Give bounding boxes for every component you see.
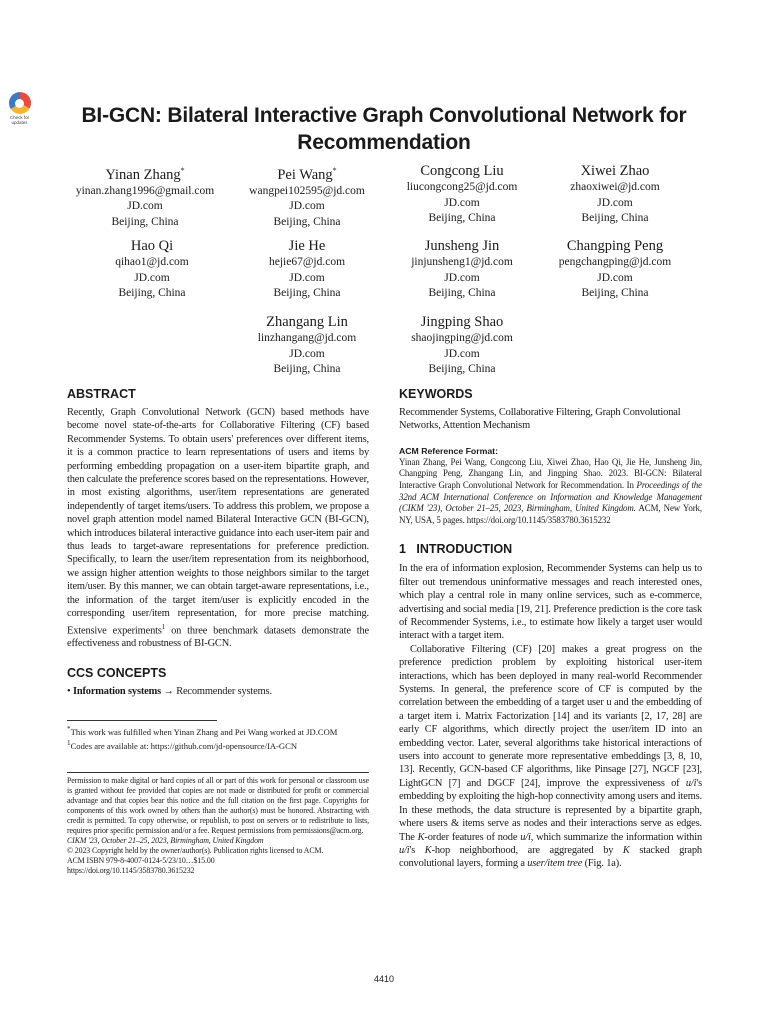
author-block (530, 237, 700, 302)
author-name: Junsheng Jin (424, 238, 500, 254)
footnotes (67, 724, 369, 752)
intro-text: stacked graph convolutional layers, forming a (399, 844, 702, 870)
acm-reference-text (399, 457, 702, 527)
term-user-item-tree: user/item tree (527, 858, 583, 870)
intro-text: Collaborative Filtering (CF) [20] makes a great progress on the preference prediction problem by exploiting historical user-item interactions, which has been deployed in many real-world Recommender Systems. In general, the preference score of CF is computed by the correlation between the embedding of a target user u and the embedding of a target item i. Matrix Factorization [14] and its variants [2, 17, 28] are early CF algorithms, which directly project the user/item ID into an embedding vector. Later, several algorithms take historical interactions of users into account to generate more representative embeddings [3, 8, 10, 13]. Recently, GCN-based CF algorithms, like Pinsage [27], NGCF [23], LightGCN [7] and DGCF [24], improve the expressiveness of (399, 643, 702, 789)
author-org: JD.com (444, 271, 480, 284)
author-block (222, 162, 392, 230)
intro-paragraph-2 (399, 643, 702, 871)
author-name: Hao Qi (130, 238, 174, 254)
author-city: Beijing, China (111, 215, 179, 228)
author-email[interactable]: zhaoxiwei@jd.com (570, 181, 660, 193)
author-name: Pei Wang (277, 166, 333, 183)
abstract-text (67, 406, 369, 651)
abstract-heading: ABSTRACT (67, 387, 136, 401)
author-org: JD.com (134, 271, 170, 284)
author-email[interactable]: shaojingping@jd.com (411, 332, 513, 344)
permission-rule (67, 772, 369, 773)
author-email[interactable]: linzhangang@jd.com (257, 332, 357, 344)
author-email[interactable]: qihao1@jd.com (115, 256, 189, 268)
footnote-text[interactable]: Codes are available at: https://github.com/jd-opensource/IA-GCN (70, 740, 298, 751)
footnote-mark: 1 (67, 739, 71, 748)
footnote-ref[interactable]: 1 (161, 622, 166, 631)
permission-text: Permission to make digital or hard copies of all or part of this work for personal or classroom use is granted without fee provided that copies are not made or distributed for profit or commercial advantage and that copies bear this notice and the full citation on the first page. Copyrights for components of this work owned by others than the author(s) must be honored. Abstracting with credit is permitted. To copy otherwise, or republish, to post on servers or to redistribute to lists, requires prior specific permission and/or a fee. Request permissions from permissions@acm.org. (67, 775, 369, 835)
acm-reference-heading: ACM Reference Format: (399, 445, 498, 456)
author-city: Beijing, China (581, 287, 649, 299)
author-name: Yinan Zhang (105, 166, 181, 183)
author-email[interactable]: wangpei102595@jd.com (249, 184, 365, 197)
author-org: JD.com (127, 200, 163, 213)
right-column (399, 386, 702, 871)
author-email[interactable]: yinan.zhang1996@gmail.com (75, 184, 215, 197)
author-name: Jie He (288, 238, 326, 254)
author-block (222, 313, 392, 378)
author-city: Beijing, China (428, 363, 496, 375)
author-name: Congcong Liu (420, 163, 504, 179)
author-org: JD.com (444, 196, 480, 209)
author-org: JD.com (597, 271, 633, 284)
footnote-rule (67, 720, 217, 721)
author-org: JD.com (289, 347, 325, 360)
author-city: Beijing, China (118, 287, 186, 299)
intro-text: 's (409, 844, 425, 856)
footnote-one (67, 738, 369, 752)
author-org: JD.com (444, 347, 480, 360)
ccs-period: . (269, 685, 272, 697)
reference-authors: Yinan Zhang, Pei Wang, Congcong Liu, Xiwei Zhao, Hao Qi, Jie He, Junsheng Jin, Changping Peng, Zhangang Lin, and Jingping Shao. 2023. BI-GCN: Bilateral Interactive Graph Convolutional Network for Recommendation. In (399, 456, 702, 490)
author-city: Beijing, China (273, 215, 341, 228)
author-email[interactable]: pengchangping@jd.com (558, 256, 672, 268)
author-name: Zhangang Lin (266, 314, 348, 330)
author-name: Jingping Shao (420, 314, 504, 330)
figure-ref[interactable]: (Fig. 1a). (582, 858, 622, 870)
author-block (60, 162, 230, 230)
author-org: JD.com (289, 271, 325, 284)
author-city: Beijing, China (273, 287, 341, 299)
ccs-category: Information systems (72, 685, 162, 697)
footnote-text: This work was fulfilled when Yinan Zhang and Pei Wang worked at JD.COM (70, 727, 338, 738)
author-mark: * (180, 166, 185, 175)
left-column (67, 386, 369, 876)
abstract-body-end: on three benchmark datasets demonstrate the effectiveness and robustness of BI-GCN. (67, 624, 370, 650)
math-ui: u/i (685, 777, 697, 789)
badge-label: Check for updates (9, 115, 30, 125)
crossmark-icon (9, 92, 31, 114)
author-org: JD.com (289, 200, 325, 213)
footnote-star (67, 724, 369, 738)
math-k: K (424, 844, 432, 856)
ccs-bullet: • (67, 685, 71, 697)
author-block (377, 237, 547, 302)
intro-text: , which summarize the information within (530, 831, 703, 843)
permission-block (67, 776, 369, 876)
reference-proceedings: Proceedings of the 32nd ACM International Conference on Information and Knowledge Management (CIKM '23), October 21–25, 2023, Birmingham, United Kingdom. (399, 480, 702, 514)
introduction-heading (399, 541, 702, 557)
paper-title: BI-GCN: Bilateral Interactive Graph Convolutional Network for Recommendation (81, 104, 687, 154)
intro-paragraph-1: In the era of information explosion, Recommender Systems can help us to filter out tremendous uninformative messages and reach interested ones, which play a central role in many online services, such as e-commerce, advertising and social media [19, 21]. Preference prediction is the core task of Recommender Systems, i.e., to estimate how likely a target user would interact with a target item. (399, 563, 702, 642)
author-block (377, 162, 547, 227)
author-block (530, 162, 700, 227)
author-city: Beijing, China (581, 212, 649, 224)
doi-link[interactable]: https://doi.org/10.1145/3583780.3615232 (67, 865, 195, 875)
math-ui: u/i (399, 844, 410, 856)
keywords-heading: KEYWORDS (399, 387, 473, 401)
math-ui: u/i (520, 831, 531, 843)
ccs-concept: Recommender systems (176, 685, 270, 697)
intro-text: -order features of node (424, 831, 521, 843)
author-email[interactable]: liucongcong25@jd.com (406, 181, 518, 193)
ccs-item (67, 685, 369, 698)
copyright-line: © 2023 Copyright held by the owner/author(s). Publication rights licensed to ACM. (67, 845, 324, 855)
author-mark: * (332, 166, 337, 175)
math-k: K (417, 831, 425, 843)
intro-text: 's embedding by exploiting the high-hop connectivity among users and items. In these methods, the data structure is represented by a bipartite graph, where users & items serve as nodes and their interactions serve as edges. The (399, 777, 702, 843)
section-title: INTRODUCTION (416, 542, 513, 557)
section-number: 1 (399, 542, 406, 557)
math-k: K (622, 844, 630, 856)
conference-venue: CIKM '23, October 21–25, 2023, Birmingham, United Kingdom (67, 835, 264, 845)
footnote-mark: * (67, 725, 71, 734)
author-name: Changping Peng (566, 238, 664, 254)
author-block (377, 313, 547, 378)
keywords-text: Recommender Systems, Collaborative Filtering, Graph Convolutional Networks, Attention Mechanism (399, 407, 681, 432)
intro-text: -hop neighborhood, are aggregated by (431, 844, 623, 856)
check-for-updates-badge[interactable] (5, 92, 34, 126)
page-number: 4410 (373, 974, 395, 984)
ccs-heading: CCS CONCEPTS (67, 665, 167, 680)
author-block (67, 237, 237, 302)
author-city: Beijing, China (428, 287, 496, 299)
author-name: Xiwei Zhao (580, 163, 650, 179)
author-block (222, 237, 392, 302)
ccs-arrow: → (163, 685, 174, 697)
author-email[interactable]: hejie67@jd.com (268, 256, 346, 268)
author-email[interactable]: jinjunsheng1@jd.com (411, 256, 513, 268)
author-city: Beijing, China (273, 363, 341, 375)
author-org: JD.com (597, 196, 633, 209)
abstract-body: Recently, Graph Convolutional Network (GCN) based methods have become novel state-of-the-arts for Collaborative Filtering (CF) based Recommender Systems. To obtain users' preferences over different items, it is a common practice to learn representations of users and items by performing embedding propagation on a user-item bipartite graph, and then calculate the preference scores based on the representations. However, in most existing algorithms, user/item representations are generated independently of target items/users. To address this problem, we propose a novel graph attention model named Bilateral Interactive GCN (BI-GCN), which introduces bilateral interactive guidance into each user-item pair and thus leads to target-aware representations for preference prediction. Specifically, to learn the user/item representation from its neighborhood, we assign higher attention weights to those neighbors similar to the target item/user. By this manner, we can obtain target-aware representations, i.e., the information of the target item/user is explicitly encoded in the corresponding user/item representation, for more precise matching. Extensive experiments (67, 407, 369, 636)
author-city: Beijing, China (428, 212, 496, 224)
reference-publisher[interactable]: ACM, New York, NY, USA, 5 pages. https://doi.org/10.1145/3583780.3615232 (399, 503, 703, 525)
isbn-line: ACM ISBN 979-8-4007-0124-5/23/10…$15.00 (67, 855, 215, 865)
